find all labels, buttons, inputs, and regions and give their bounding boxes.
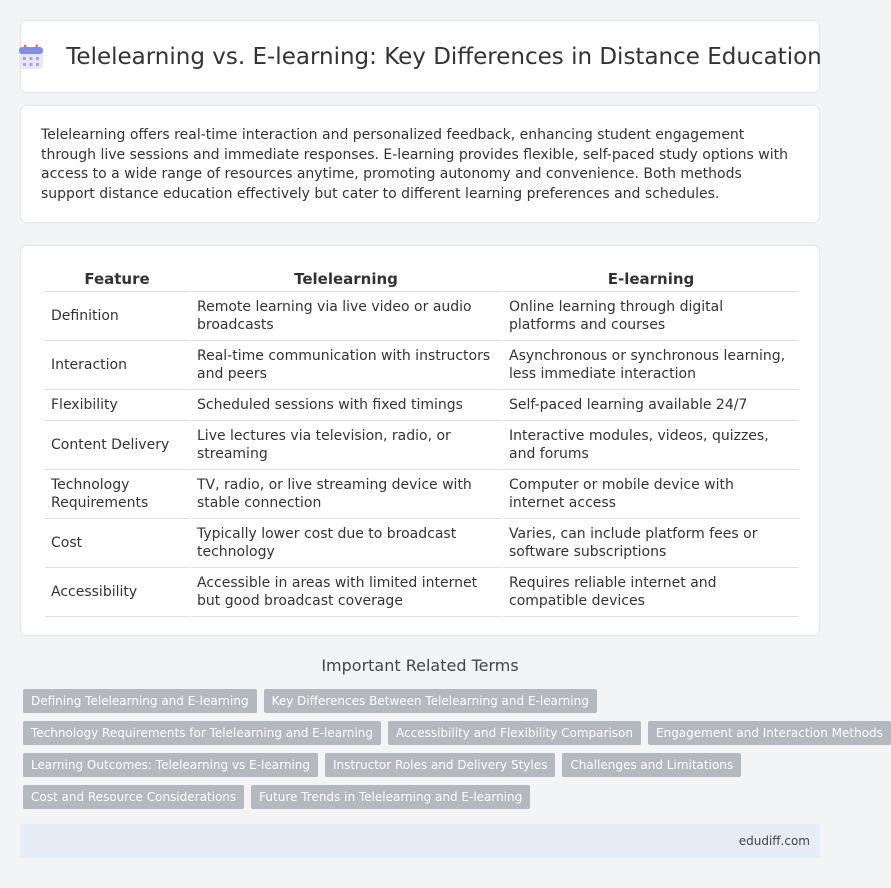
calendar-icon xyxy=(18,44,44,70)
elearning-cell: Computer or mobile device with internet access xyxy=(503,470,799,519)
table-header-row xyxy=(45,266,799,292)
telelearning-cell: Remote learning via live video or audio broadcasts xyxy=(191,292,501,341)
telelearning-cell: Live lectures via television, radio, or streaming xyxy=(191,421,501,470)
telelearning-cell: Typically lower cost due to broadcast technology xyxy=(191,519,501,568)
column-header: Feature xyxy=(45,266,189,292)
page-title: Telelearning vs. E-learning: Key Differences in Distance Education xyxy=(66,43,822,70)
related-term-tag[interactable]: Future Trends in Telelearning and E-learning xyxy=(251,785,530,809)
elearning-cell: Interactive modules, videos, quizzes, and forums xyxy=(503,421,799,470)
footer xyxy=(20,824,820,858)
related-term-tag[interactable]: Instructor Roles and Delivery Styles xyxy=(325,753,555,777)
related-term-tag[interactable]: Engagement and Interaction Methods xyxy=(648,721,891,745)
table-row xyxy=(45,292,799,341)
related-terms-list xyxy=(23,689,883,817)
feature-cell: Interaction xyxy=(45,341,189,390)
column-header: Telelearning xyxy=(191,266,501,292)
header-card xyxy=(20,20,820,93)
comparison-card xyxy=(20,245,820,636)
feature-cell: Cost xyxy=(45,519,189,568)
column-header: E-learning xyxy=(503,266,799,292)
related-term-tag[interactable]: Accessibility and Flexibility Comparison xyxy=(388,721,641,745)
related-term-tag[interactable]: Defining Telelearning and E-learning xyxy=(23,689,257,713)
intro-card xyxy=(20,105,820,223)
elearning-cell: Asynchronous or synchronous learning, less immediate interaction xyxy=(503,341,799,390)
related-terms-title: Important Related Terms xyxy=(321,656,519,675)
elearning-cell: Varies, can include platform fees or software subscriptions xyxy=(503,519,799,568)
footer-site-link[interactable]: edudiff.com xyxy=(738,834,810,848)
related-term-tag[interactable]: Technology Requirements for Telelearning and E-learning xyxy=(23,721,381,745)
intro-text: Telelearning offers real-time interaction and personalized feedback, enhancing student engagement through live sessions and immediate responses. E-learning provides flexible, self-paced study options with access to a wide range of resources anytime, promoting autonomy and convenience. Both methods support distance education effectively but cater to different learning preferences and schedules. xyxy=(41,127,788,202)
feature-cell: Definition xyxy=(45,292,189,341)
elearning-cell: Online learning through digital platforms and courses xyxy=(503,292,799,341)
table-row xyxy=(45,341,799,390)
feature-cell: Accessibility xyxy=(45,568,189,617)
table-row xyxy=(45,421,799,470)
related-term-tag[interactable]: Challenges and Limitations xyxy=(562,753,741,777)
telelearning-cell: Accessible in areas with limited internet but good broadcast coverage xyxy=(191,568,501,617)
comparison-table xyxy=(43,266,801,617)
telelearning-cell: Scheduled sessions with fixed timings xyxy=(191,390,501,421)
telelearning-cell: TV, radio, or live streaming device with stable connection xyxy=(191,470,501,519)
related-term-tag[interactable]: Key Differences Between Telelearning and E-learning xyxy=(264,689,597,713)
table-row xyxy=(45,470,799,519)
table-row xyxy=(45,568,799,617)
feature-cell: Flexibility xyxy=(45,390,189,421)
feature-cell: Technology Requirements xyxy=(45,470,189,519)
table-row xyxy=(45,390,799,421)
related-term-tag[interactable]: Cost and Resource Considerations xyxy=(23,785,244,809)
elearning-cell: Self-paced learning available 24/7 xyxy=(503,390,799,421)
feature-cell: Content Delivery xyxy=(45,421,189,470)
related-term-tag[interactable]: Learning Outcomes: Telelearning vs E-learning xyxy=(23,753,318,777)
telelearning-cell: Real-time communication with instructors and peers xyxy=(191,341,501,390)
table-row xyxy=(45,519,799,568)
elearning-cell: Requires reliable internet and compatible devices xyxy=(503,568,799,617)
